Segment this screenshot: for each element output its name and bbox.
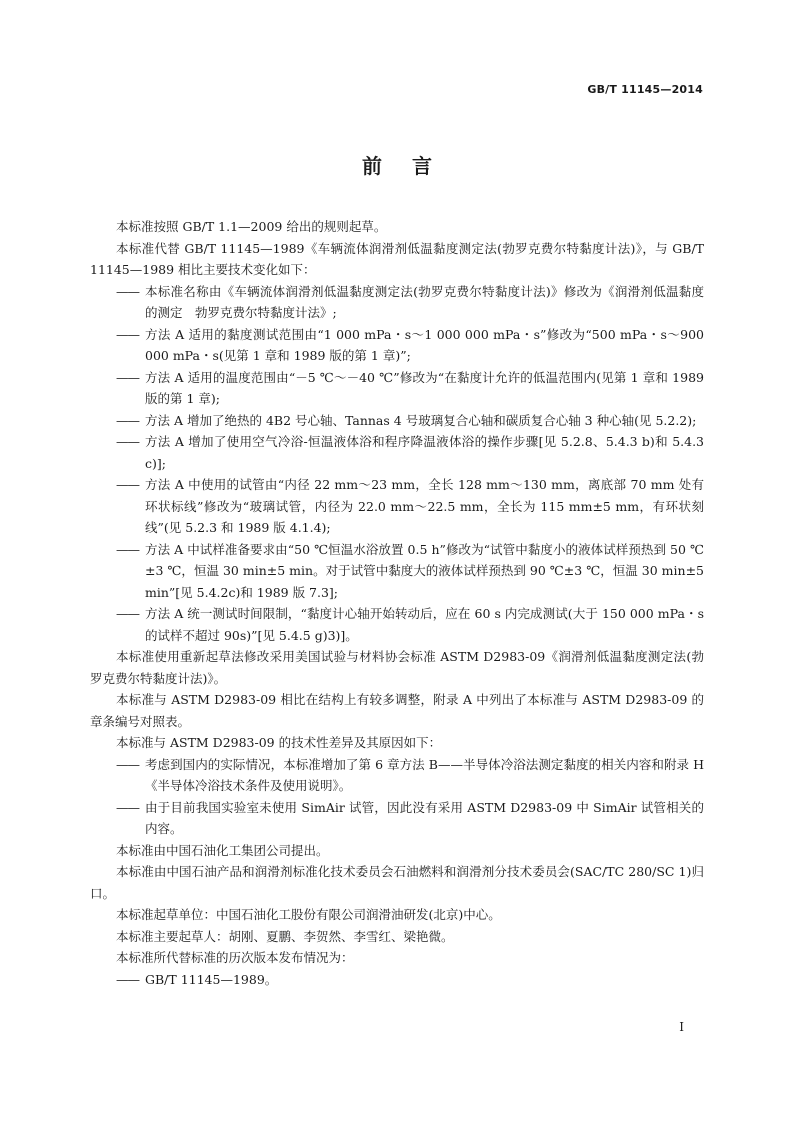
foreword-body xyxy=(90,216,704,990)
difference-item xyxy=(90,754,704,797)
paragraph: 本标准与 ASTM D2983-09 相比在结构上有较多调整，附录 A 中列出了本标准与 ASTM D2983-09 的章条编号对照表。 xyxy=(90,692,704,729)
dash-marker: —— xyxy=(116,412,139,428)
dash-marker: —— xyxy=(116,326,139,342)
change-item-text: 方法 A 中试样准备要求由“50 ℃恒温水浴放置 0.5 h”修改为“试管中黏度小的液体试样预热到 50 ℃±3 ℃，恒温 30 min±5 min。对于试管中黏度大的液体试样预热到 90 ℃±3 ℃，恒温 30 min±5 min”[见 5.4.2c)和 1989 版 7.3]; xyxy=(145,541,704,600)
page-number: I xyxy=(679,1020,684,1034)
dash-marker: —— xyxy=(116,541,139,557)
dash-marker: —— xyxy=(116,477,139,492)
dash-marker: —— xyxy=(116,756,139,772)
paragraph: 本标准起草单位：中国石油化工股份有限公司润滑油研发(北京)中心。 xyxy=(116,907,501,922)
change-item xyxy=(90,431,704,474)
page-title: 前言 xyxy=(362,154,462,178)
change-item-text: 方法 A 适用的黏度测试范围由“1 000 mPa・s～1 000 000 mPa・s”修改为“500 mPa・s～900 000 mPa・s(见第 1 章和 1989 版的第 1 章)”; xyxy=(145,326,704,363)
change-item xyxy=(90,474,704,539)
paragraph: 本标准由中国石油化工集团公司提出。 xyxy=(116,842,329,858)
paragraph: 本标准所代替标准的历次版本发布情况为： xyxy=(116,950,354,965)
paragraph: 本标准由中国石油产品和润滑剂标准化技术委员会石油燃料和润滑剂分技术委员会(SAC/TC 280/SC 1)归口。 xyxy=(90,864,704,901)
dash-marker: —— xyxy=(116,369,139,385)
dash-marker: —— xyxy=(116,606,139,621)
dash-marker: —— xyxy=(116,434,139,449)
paragraph: 本标准代替 GB/T 11145—1989《车辆流体润滑剂低温黏度测定法(勃罗克费尔特黏度计法)》，与 GB/T 11145—1989 相比主要技术变化如下： xyxy=(90,240,704,277)
change-item xyxy=(90,281,704,324)
standard-code: GB/T 11145—2014 xyxy=(587,83,703,96)
paragraph: 本标准主要起草人：胡刚、夏鹏、李贺然、李雪红、梁艳微。 xyxy=(116,928,454,944)
change-item xyxy=(90,324,704,367)
dash-marker: —— xyxy=(116,799,139,815)
dash-marker: —— xyxy=(116,283,139,299)
history-item xyxy=(90,969,704,991)
paragraph: 本标准与 ASTM D2983-09 的技术性差异及其原因如下： xyxy=(116,735,442,750)
paragraph: 本标准使用重新起草法修改采用美国试验与材料协会标准 ASTM D2983-09《润滑剂低温黏度测定法(勃罗克费尔特黏度计法)》。 xyxy=(90,649,704,686)
change-item xyxy=(90,410,704,432)
paragraph: 本标准按照 GB/T 1.1—2009 给出的规则起草。 xyxy=(116,219,387,234)
change-item xyxy=(90,539,704,604)
change-item xyxy=(90,603,704,646)
difference-item xyxy=(90,797,704,840)
history-item-text: GB/T 11145—1989。 xyxy=(145,971,278,987)
difference-item-text: 由于目前我国实验室未使用 SimAir 试管，因此没有采用 ASTM D2983-09 中 SimAir 试管相关的内容。 xyxy=(145,799,704,836)
change-item-text: 方法 A 统一测试时间限制，“黏度计心轴开始转动后，应在 60 s 内完成测试(大于 150 000 mPa・s的试样不超过 90s)”[见 5.4.5 g)3)]。 xyxy=(145,606,704,643)
change-item-text: 方法 A 增加了绝热的 4B2 号心轴、Tannas 4 号玻璃复合心轴和碳质复合心轴 3 种心轴(见 5.2.2); xyxy=(145,412,697,428)
change-item-text: 方法 A 适用的温度范围由“－5 ℃～－40 ℃”修改为“在黏度计允许的低温范围内(见第 1 章和 1989 版的第 1 章); xyxy=(145,369,704,406)
change-item-text: 本标准名称由《车辆流体润滑剂低温黏度测定法(勃罗克费尔特黏度计法)》修改为《润滑剂低温黏度的测定 勃罗克费尔特黏度计法》; xyxy=(145,283,704,320)
difference-item-text: 考虑到国内的实际情况，本标准增加了第 6 章方法 B——半导体冷浴法测定黏度的相关内容和附录 H《半导体冷浴技术条件及使用说明》。 xyxy=(145,756,704,793)
change-item-text: 方法 A 增加了使用空气冷浴-恒温液体浴和程序降温液体浴的操作步骤[见 5.2.8、5.4.3 b)和 5.4.3 c)]; xyxy=(145,434,704,471)
dash-marker: —— xyxy=(116,971,139,987)
change-item xyxy=(90,367,704,410)
change-item-text: 方法 A 中使用的试管由“内径 22 mm～23 mm，全长 128 mm～130 mm，离底部 70 mm 处有环状标线”修改为“玻璃试管，内径为 22.0 mm～22.5 mm，全长为 115 mm±5 mm，有环状刻线”(见 5.2.3 和 1989 版 4.1.4); xyxy=(145,477,704,535)
